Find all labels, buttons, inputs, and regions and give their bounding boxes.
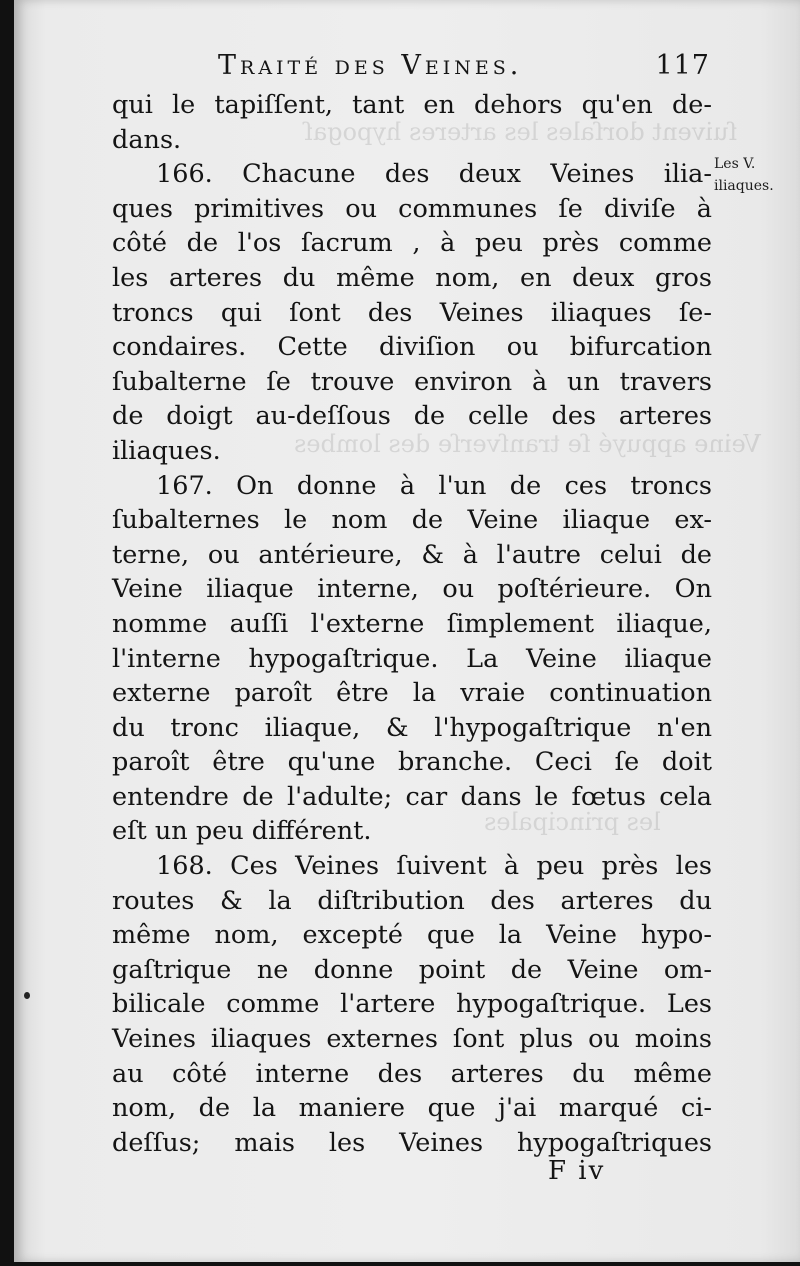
text-line: routes & la diſtribution des arteres du [112, 885, 712, 916]
text-line: côté de l'os ſacrum , à peu près comme [112, 228, 712, 259]
text-line: externe paroît être la vraie continuation [112, 678, 712, 709]
signature-mark: F iv [548, 1156, 606, 1186]
text-line: du tronc iliaque, & l'hypogaſtrique n'en [112, 712, 712, 743]
text-line: ſubalterne ſe trouve environ à un travers [112, 366, 712, 397]
text-line: 168. Ces Veines ſuivent à peu près les [156, 851, 712, 882]
text-line: entendre de l'adulte; car dans le fœtus cela [112, 781, 712, 812]
bleed-through-text: ſuivent dorſales les arteres hypogaſ [304, 118, 738, 146]
text-line: bilicale comme l'artere hypogaſtrique. Les [112, 989, 712, 1020]
text-line: qui le tapiſſent, tant en dehors qu'en de- [112, 90, 712, 120]
text-line: deſſus; mais les Veines hypogaſtriques [112, 1127, 712, 1158]
margin-note-line: Les V. [714, 156, 756, 172]
text-line: l'interne hypogaſtrique. La Veine iliaque [112, 643, 712, 674]
text-line: dans. [112, 124, 182, 155]
text-line: 166. Chacune des deux Veines ilia- [156, 159, 712, 190]
text-line: Veine iliaque interne, ou poſtérieure. On [112, 574, 712, 605]
margin-note [714, 153, 794, 197]
text-line: Veines iliaques externes ſont plus ou moins [112, 1024, 712, 1055]
text-line: condaires. Cette diviſion ou bifurcation [112, 332, 712, 363]
page-header [200, 48, 720, 88]
text-line: 167. On donne à l'un de ces troncs [156, 470, 712, 501]
text-line: gaſtrique ne donne point de Veine om- [112, 954, 712, 985]
text-line: de doigt au-deſſous de celle des arteres [112, 401, 712, 432]
text-line: ſubalternes le nom de Veine iliaque ex- [112, 505, 712, 536]
bleed-through-text: les principales [484, 808, 661, 836]
page-edge-mark [24, 992, 30, 999]
bleed-through-text: Veine appuyé ſe tranſverſe des lombes [294, 430, 761, 458]
text-line: au côté interne des arteres du même [112, 1058, 712, 1089]
text-line: terne, ou antérieure, & à l'autre celui de [112, 539, 712, 570]
text-line: les arteres du même nom, en deux gros [112, 262, 712, 293]
running-title: Traité des Veines. [218, 50, 523, 81]
text-line: troncs qui ſont des Veines iliaques ſe- [112, 297, 712, 328]
text-line: eſt un peu différent. [112, 816, 372, 847]
body-text [112, 88, 712, 1160]
text-line: iliaques. [112, 435, 221, 466]
page-number: 117 [655, 50, 710, 81]
text-line: nom, de la maniere que j'ai marqué ci- [112, 1093, 712, 1124]
margin-note-line: iliaques. [714, 178, 774, 194]
text-line: même nom, excepté que la Veine hypo- [112, 920, 712, 951]
text-line: paroît être qu'une branche. Ceci ſe doit [112, 747, 712, 778]
text-line: ques primitives ou communes ſe diviſe à [112, 193, 712, 224]
text-line: nomme auſſi l'externe ſimplement iliaque, [112, 608, 712, 639]
